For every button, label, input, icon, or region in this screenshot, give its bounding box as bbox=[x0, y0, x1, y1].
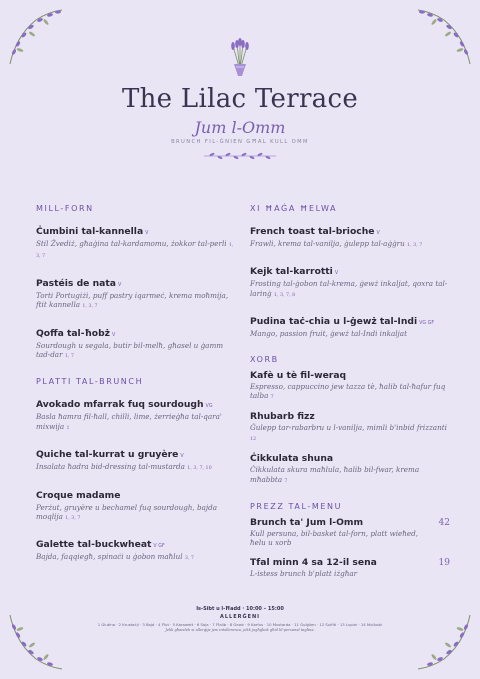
item-description: Sourdough u segala, butir bil-melħ, għasel u ġamm tad-dar bbox=[36, 340, 224, 360]
menu-section bbox=[250, 204, 450, 339]
allergen-codes: 1, 3, 7 bbox=[36, 243, 234, 260]
page-tagline: BRUNCH FIL-ĠNIEN GĦAL KULL OMM bbox=[171, 139, 309, 145]
item-name: French toast tal-brioche bbox=[250, 226, 375, 237]
diet-tag: V bbox=[180, 454, 184, 460]
item-description: Mango, passion fruit, ġewż tal-Indi inkaljat bbox=[250, 329, 407, 339]
item-name: Rhubarb fizz bbox=[250, 411, 315, 423]
menu-section bbox=[36, 377, 236, 563]
menu-item bbox=[250, 411, 450, 444]
item-name: Pudina taċ-chia u l-ġewż tal-Indi bbox=[250, 316, 418, 328]
item-description: Frosting tal-ġobon tal-krema, ġewż inkaljat, qoxra tal-larinġ bbox=[250, 279, 448, 298]
menu-item bbox=[36, 321, 236, 362]
menu-item bbox=[250, 517, 450, 548]
item-name: Ċikkulata shuna bbox=[250, 453, 334, 465]
allergens-note: Jekk għandek xi allerġija jew intolleranza, jekk jogħġbok għid lil-persunal tagħna. bbox=[165, 628, 315, 632]
menu-column-left bbox=[36, 204, 236, 573]
item-description: Insalata ħadra bid-dressing tal-mustarda bbox=[36, 462, 185, 472]
menu-item bbox=[36, 219, 236, 262]
diet-tag: V bbox=[112, 332, 116, 338]
allergen-codes: 12 bbox=[250, 436, 257, 442]
item-name: Qoffa tal-ħobż bbox=[36, 327, 111, 339]
page-subtitle: Jum l-Omm bbox=[194, 118, 286, 137]
section-title: XI ĦAĠA ĦELWA bbox=[250, 204, 338, 213]
menu-item bbox=[36, 392, 236, 433]
menu-section bbox=[250, 502, 450, 578]
allergen-codes: 1, 3, 7 bbox=[65, 516, 81, 522]
item-name: Brunch ta' Jum l-Omm bbox=[250, 517, 364, 529]
menu-item bbox=[36, 532, 236, 563]
menu-item bbox=[250, 557, 450, 578]
menu-footer bbox=[40, 606, 440, 632]
leaf-divider-icon bbox=[202, 151, 278, 161]
item-description: Stil Żvediż, għaġina tal-kardamomu, żokkor tal-perli bbox=[36, 239, 227, 248]
diet-tag: V bbox=[117, 282, 122, 288]
menu-column-right bbox=[250, 204, 450, 587]
menu-item bbox=[36, 483, 236, 524]
diet-tag: V bbox=[145, 231, 149, 236]
item-name: Avokado mfarrak fuq sourdough bbox=[36, 399, 204, 411]
item-name: Croque madame bbox=[36, 489, 121, 501]
item-name: Quiche tal-kurrat u gruyère bbox=[36, 449, 179, 461]
menu-item bbox=[36, 271, 236, 312]
allergens-list: 1 Glutina · 2 Krustaċji · 3 Bajd · 4 Ħut · 5 Karawett · 6 Soja · 7 Ħalib · 8 Ġewż · 9 Karfus · 10 Mustarda · 11 Ġulġlien · 12 Sulfiti · 13 Lupini · 14 Molluski bbox=[97, 622, 383, 627]
item-price: 19 bbox=[438, 557, 450, 568]
menu-item bbox=[250, 370, 450, 403]
item-description: Ġulepp tar-rabarbru u l-vanilja, mimli b'inbid frizzanti bbox=[250, 423, 447, 433]
item-description: Ċikkulata skura maħlula, ħalib bil-fwar, krema mħabbta bbox=[250, 465, 420, 484]
diet-tag: VG GF bbox=[419, 321, 435, 327]
item-name: Ċumbini tal-kannella bbox=[36, 226, 144, 237]
item-description: Perżut, gruyère u bechamel fuq sourdough, bajda moqlija bbox=[36, 502, 218, 522]
allergen-codes: 1 bbox=[66, 425, 70, 431]
menu-item bbox=[250, 453, 450, 486]
allergen-codes: 1, 3, 7, 10 bbox=[187, 466, 212, 472]
item-name: Galette tal-buckwheat bbox=[36, 539, 152, 551]
allergen-codes: 1, 7 bbox=[64, 354, 74, 360]
item-description: Frawli, krema tal-vanilja, ġulepp tal-aġġru bbox=[250, 239, 405, 248]
item-price: 42 bbox=[438, 518, 450, 529]
menu-item bbox=[250, 309, 450, 338]
allergen-codes: 1, 3, 7, 8 bbox=[273, 292, 296, 298]
item-description: Bajda, faqqiegħ, spinaċi u ġobon maħlul bbox=[36, 552, 183, 562]
section-title: PLATTI TAL-BRUNCH bbox=[36, 377, 144, 387]
diet-tag: V GF bbox=[153, 544, 165, 550]
page-title: The Lilac Terrace bbox=[121, 84, 359, 114]
menu-section bbox=[250, 355, 450, 486]
allergen-codes: 7 bbox=[284, 478, 288, 484]
diet-tag: V bbox=[334, 271, 339, 277]
opening-hours: Is-Sibt u l-Ħadd · 10:00 – 15:00 bbox=[196, 606, 284, 612]
menu-section bbox=[36, 204, 236, 361]
item-description: Torti Portugiżi, puff pastry iqarmeċ, krema moħmija, ftit kannella bbox=[36, 290, 229, 310]
item-description: Kull persuna, bil-basket tal-forn, platt wieħed, ħelu u xorb bbox=[250, 529, 419, 548]
allergen-codes: 7 bbox=[270, 395, 274, 401]
allergen-codes: 1, 3, 7 bbox=[82, 304, 98, 310]
item-name: Tfal minn 4 sa 12-il sena bbox=[250, 556, 377, 568]
item-description: Basla ħamra fil-ħall, chilli, lime, żerrieġħa tal-qara' mixwija bbox=[36, 412, 222, 431]
item-description: Espresso, cappuccino jew tazza tè, ħalib tal-ħafur fuq talba bbox=[250, 381, 446, 401]
section-title: MILL-FORN bbox=[36, 204, 94, 213]
item-name: Pastéis de nata bbox=[36, 277, 116, 289]
menu-item bbox=[36, 442, 236, 473]
menu-item bbox=[250, 259, 450, 300]
section-title: XORB bbox=[250, 354, 279, 364]
diet-tag: VG bbox=[205, 404, 213, 410]
item-name: Kafè u tè fil-weraq bbox=[250, 369, 347, 381]
allergens-title: ALLERĠENI bbox=[219, 614, 261, 620]
menu-item bbox=[250, 219, 450, 250]
lavender-bouquet-icon bbox=[225, 36, 255, 80]
allergen-codes: 3, 7 bbox=[184, 556, 194, 562]
diet-tag: V bbox=[376, 231, 380, 236]
item-name: Kejk tal-karrotti bbox=[250, 266, 333, 278]
allergen-codes: 1, 3, 7 bbox=[407, 243, 423, 248]
menu-header bbox=[0, 30, 480, 161]
section-title: PREZZ TAL-MENU bbox=[250, 502, 343, 512]
item-description: L-istess brunch b'platt iżgħar bbox=[250, 568, 358, 578]
